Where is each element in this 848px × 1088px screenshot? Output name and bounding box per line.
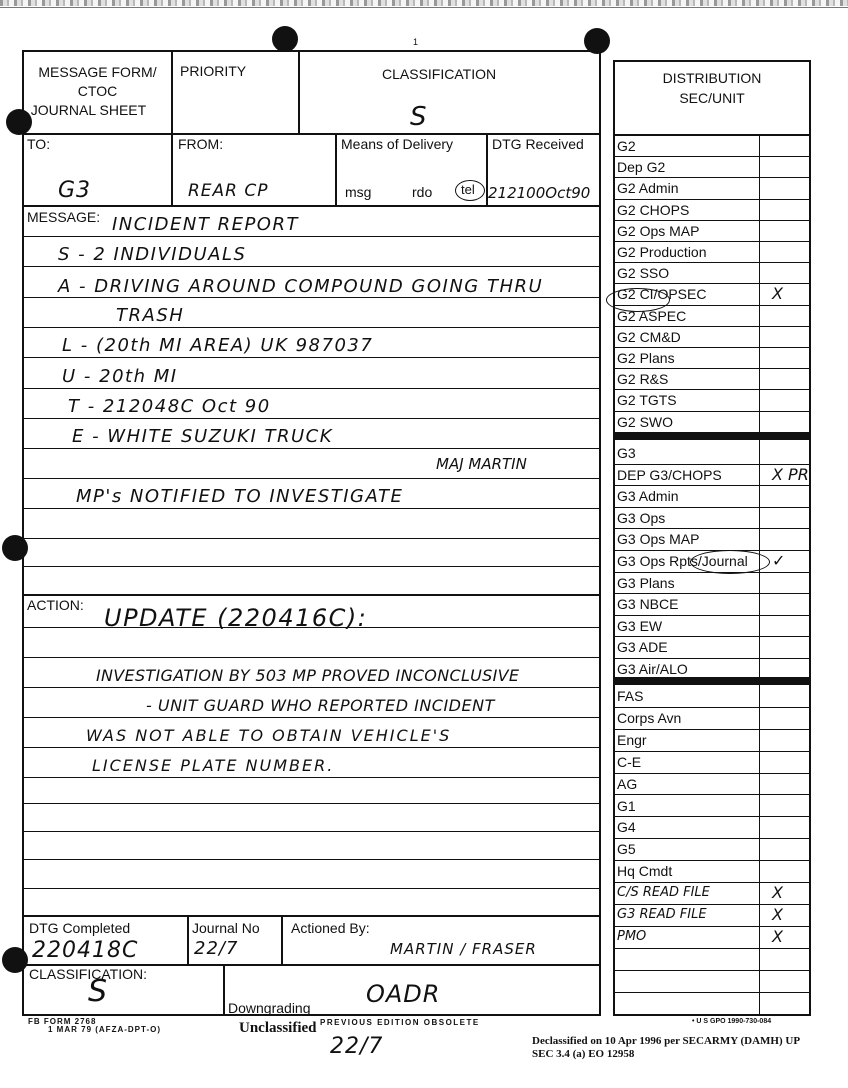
distribution-row bbox=[614, 327, 810, 348]
distribution-row-name: G2 bbox=[617, 138, 636, 154]
distribution-row-mark: X bbox=[772, 883, 783, 903]
message-line: MP's NOTIFIED TO INVESTIGATE bbox=[76, 486, 404, 507]
distribution-row-name: G3 Plans bbox=[617, 574, 675, 591]
distribution-row-name: G4 bbox=[617, 819, 636, 836]
distribution-row-name: G2 Production bbox=[617, 244, 707, 260]
distribution-row bbox=[614, 263, 810, 284]
distribution-row-name: G3 EW bbox=[617, 617, 663, 634]
distribution-row bbox=[614, 390, 810, 411]
action-label: ACTION: bbox=[27, 597, 84, 613]
action-line: UPDATE (220416C): bbox=[104, 604, 368, 632]
message-line: T - 212048C Oct 90 bbox=[68, 396, 271, 417]
distribution-row bbox=[614, 508, 810, 530]
dtg-completed-label: DTG Completed bbox=[29, 920, 131, 936]
action-line: LICENSE PLATE NUMBER. bbox=[92, 756, 335, 775]
distribution-row-name: Corps Avn bbox=[617, 709, 682, 726]
actioned-by-value: MARTIN / FRASER bbox=[390, 940, 537, 958]
distribution-row bbox=[614, 686, 810, 708]
from-value: REAR CP bbox=[188, 181, 269, 201]
distribution-row-name: G3 Ops bbox=[617, 509, 666, 526]
distribution-row-mark: X bbox=[772, 284, 783, 304]
declassified-note: Declassified on 10 Apr 1996 per SECARMY (DAMH) UP SEC 3.4 (a) EO 12958 bbox=[532, 1035, 801, 1060]
bottom-journal-number: 22/7 bbox=[330, 1034, 384, 1059]
distribution-row-name: C/S READ FILE bbox=[617, 885, 710, 901]
distribution-row bbox=[614, 971, 810, 993]
priority-label: PRIORITY bbox=[180, 63, 247, 79]
distribution-row-name: G2 SSO bbox=[617, 265, 670, 282]
distribution-row-name: G2 SWO bbox=[617, 413, 674, 430]
distribution-row-name: Engr bbox=[617, 731, 647, 748]
distribution-row bbox=[614, 157, 810, 178]
distribution-row bbox=[614, 883, 810, 905]
distribution-row-name: AG bbox=[617, 775, 638, 792]
ci-circle-annotation bbox=[606, 288, 670, 312]
distribution-row-name: PMO bbox=[617, 928, 647, 944]
to-label: TO: bbox=[27, 136, 51, 152]
distribution-row-mark: X bbox=[772, 905, 783, 924]
distribution-row bbox=[614, 178, 810, 199]
dtg-completed-value: 220418C bbox=[32, 938, 139, 963]
distribution-row bbox=[614, 369, 810, 390]
journal-no-label: Journal No bbox=[192, 920, 260, 936]
distribution-row bbox=[614, 573, 810, 595]
distribution-row-name: G3 READ FILE bbox=[617, 907, 707, 922]
distribution-row-mark: X bbox=[772, 926, 783, 946]
distribution-row-name: G2 CHOPS bbox=[617, 201, 690, 218]
journal-no-value: 22/7 bbox=[194, 938, 239, 959]
distribution-row bbox=[614, 242, 810, 263]
distribution-row-mark: X PR bbox=[772, 464, 809, 484]
gpo-note: • U S GPO 1990-730-084 bbox=[692, 1018, 772, 1025]
distribution-row-name: G2 R&S bbox=[617, 371, 669, 388]
to-value: G3 bbox=[58, 178, 92, 203]
distribution-row bbox=[614, 905, 810, 927]
form-id: FB FORM 2768 1 MAR 79 (AFZA-DPT-O) bbox=[28, 1017, 161, 1034]
distribution-row bbox=[614, 465, 810, 487]
footer-classification-value: S bbox=[88, 974, 109, 1009]
distribution-row-name: G2 Admin bbox=[617, 180, 679, 197]
downgrading-label: Downgrading bbox=[228, 1000, 311, 1016]
distribution-row-rule bbox=[614, 992, 810, 993]
message-line: S - 2 INDIVIDUALS bbox=[58, 244, 247, 265]
distribution-row bbox=[614, 486, 810, 508]
action-line: WAS NOT ABLE TO OBTAIN VEHICLE'S bbox=[86, 726, 452, 745]
distribution-row bbox=[614, 839, 810, 861]
distribution-row bbox=[614, 443, 810, 465]
punch-hole bbox=[2, 947, 28, 973]
punch-hole bbox=[272, 26, 298, 52]
distribution-row-name: G3 NBCE bbox=[617, 596, 679, 613]
message-line: U - 20th MI bbox=[62, 366, 178, 387]
distribution-row-name: FAS bbox=[617, 688, 644, 704]
distribution-row-name: G2 TGTS bbox=[617, 392, 677, 409]
distribution-row bbox=[614, 861, 810, 883]
distribution-row bbox=[614, 136, 810, 157]
distribution-row-name: G2 Plans bbox=[617, 350, 675, 366]
distribution-row bbox=[614, 221, 810, 242]
unclassified-stamp: Unclassified bbox=[239, 1020, 317, 1036]
distribution-row-mark: ✓ bbox=[772, 551, 786, 570]
action-line: INVESTIGATION BY 503 MP PROVED INCONCLUSIVE bbox=[96, 666, 520, 685]
action-line: - UNIT GUARD WHO REPORTED INCIDENT bbox=[146, 696, 495, 715]
distribution-row-name: G2 ASPEC bbox=[617, 307, 687, 324]
distribution-title: DISTRIBUTION SEC/UNIT bbox=[662, 70, 762, 106]
distribution-row-name: Hq Cmdt bbox=[617, 863, 673, 880]
message-line: L - (20th MI AREA) UK 987037 bbox=[62, 335, 374, 356]
distribution-row-name: G3 Air/ALO bbox=[617, 661, 688, 677]
distribution-row bbox=[614, 616, 810, 638]
from-label: FROM: bbox=[178, 136, 224, 152]
classification-value: S bbox=[410, 102, 428, 132]
distribution-row bbox=[614, 594, 810, 616]
distribution-row-name: G1 bbox=[617, 797, 636, 814]
message-line: A - DRIVING AROUND COMPOUND GOING THRU bbox=[58, 276, 544, 297]
means-of-delivery-label: Means of Delivery bbox=[341, 136, 454, 152]
distribution-row-name: G2 CM&D bbox=[617, 328, 681, 345]
distribution-row-name: G3 Admin bbox=[617, 488, 679, 505]
message-line: INCIDENT REPORT bbox=[112, 214, 299, 235]
distribution-row bbox=[614, 348, 810, 369]
journal-circle-annotation bbox=[690, 550, 770, 574]
distribution-row bbox=[614, 412, 810, 433]
distribution-row-name: G3 Ops MAP bbox=[617, 531, 700, 548]
scan-edge-line bbox=[0, 7, 848, 8]
distribution-row bbox=[614, 774, 810, 796]
message-line: TRASH bbox=[116, 305, 185, 326]
means-option-rdo: rdo bbox=[412, 184, 433, 200]
distribution-row-name: G3 ADE bbox=[617, 639, 668, 656]
distribution-row bbox=[614, 529, 810, 551]
form-title: MESSAGE FORM/ CTOC JOURNAL SHEET bbox=[30, 64, 157, 118]
means-option-msg: msg bbox=[345, 184, 372, 200]
distribution-row-name: G5 bbox=[617, 841, 636, 858]
classification-label: CLASSIFICATION bbox=[382, 66, 497, 82]
distribution-row bbox=[614, 730, 810, 752]
dtg-received-value: 212100Oct90 bbox=[488, 184, 591, 202]
page-number: 1 bbox=[413, 37, 419, 47]
distribution-row-name: G2 Ops MAP bbox=[617, 222, 700, 239]
distribution-row-name: G2 CI/OPSEC bbox=[617, 286, 707, 303]
distribution-row bbox=[614, 817, 810, 839]
distribution-row bbox=[614, 752, 810, 774]
distribution-row-name: DEP G3/CHOPS bbox=[617, 466, 722, 483]
distribution-row-name: C-E bbox=[617, 753, 642, 770]
distribution-row-name: G3 bbox=[617, 445, 636, 461]
dtg-received-label: DTG Received bbox=[492, 136, 584, 152]
distribution-row-name: Dep G2 bbox=[617, 159, 666, 176]
distribution-row bbox=[614, 927, 810, 949]
distribution-row bbox=[614, 637, 810, 659]
previous-edition-note: PREVIOUS EDITION OBSOLETE bbox=[320, 1018, 480, 1027]
scan-edge bbox=[0, 0, 848, 6]
actioned-by-label: Actioned By: bbox=[291, 920, 370, 936]
message-line: E - WHITE SUZUKI TRUCK bbox=[72, 426, 334, 447]
message-label: MESSAGE: bbox=[27, 209, 101, 225]
distribution-row bbox=[614, 200, 810, 221]
distribution-row-name: G3 Ops Rpts/Journal bbox=[617, 553, 748, 569]
footer-classification-label: CLASSIFICATION: bbox=[29, 966, 147, 982]
means-option-tel: tel bbox=[461, 182, 475, 197]
distribution-row bbox=[614, 949, 810, 971]
distribution-row bbox=[614, 796, 810, 818]
distribution-row bbox=[614, 708, 810, 730]
downgrading-value: OADR bbox=[366, 980, 441, 1008]
message-line: MAJ MARTIN bbox=[436, 455, 527, 473]
